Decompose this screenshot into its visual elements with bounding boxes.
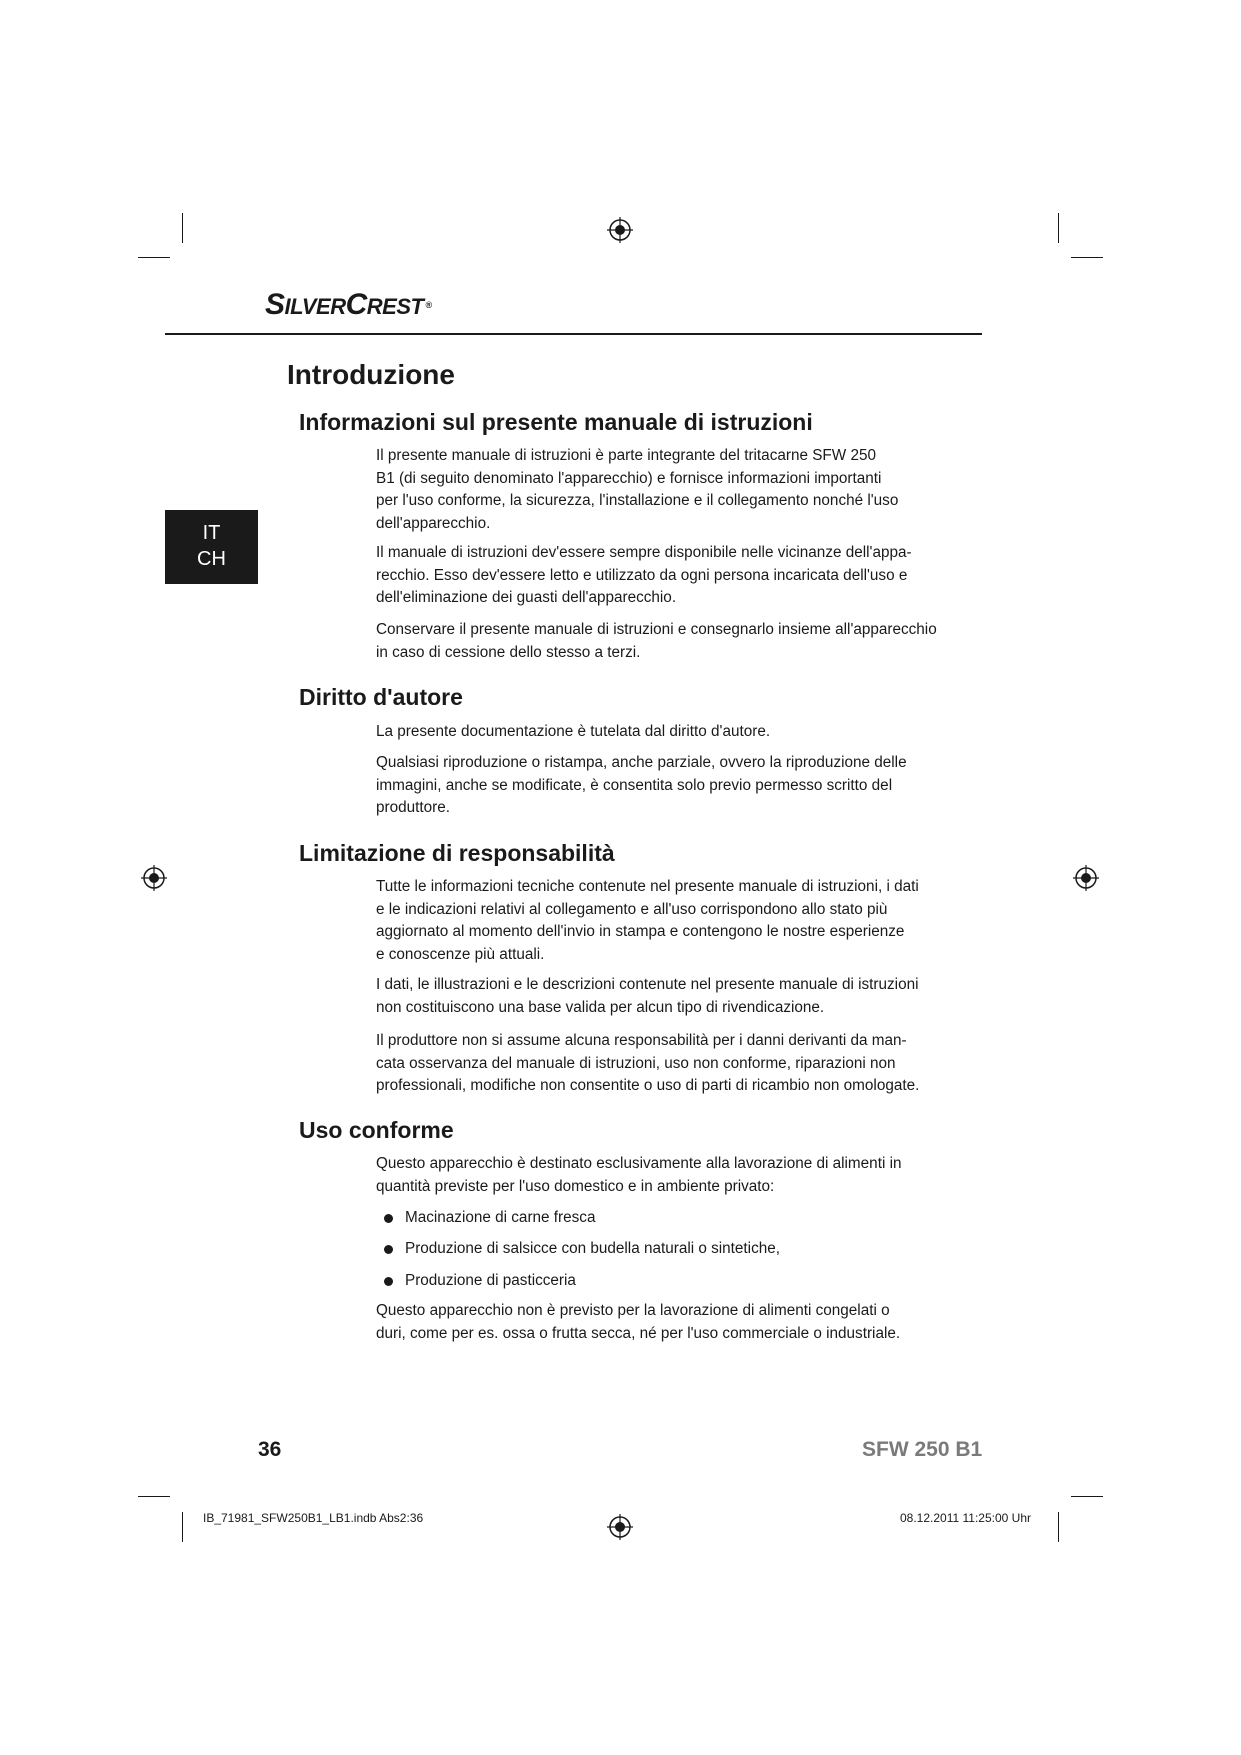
crop-mark-bottom-left-h [138,1496,170,1497]
registration-mark-icon [607,1514,633,1540]
crop-mark-top-left-h [138,257,170,258]
section-heading: Informazioni sul presente manuale di istruzioni [299,409,813,435]
crop-mark-bottom-left-v [182,1512,183,1542]
paragraph: Il presente manuale di istruzioni è parte integrante del tritacarne SFW 250 B1 (di seguito denominato l'apparecchio) e fornisce informazioni importanti per l'uso conforme, la sicurezza, l'installazione e il collegamento nonché l'uso dell'apparecchio. [376,447,899,532]
bullet-icon [384,1245,393,1254]
registration-mark-icon [607,217,633,243]
paragraph: Conservare il presente manuale di istruzioni e consegnarlo insieme all'apparecchio in caso di cessione dello stesso a terzi. [376,621,937,661]
registration-mark-icon [1073,865,1099,891]
paragraph: I dati, le illustrazioni e le descrizioni contenute nel presente manuale di istruzioni non costituiscono una base valida per alcun tipo di rivendicazione. [376,976,919,1016]
paragraph: Questo apparecchio non è previsto per la lavorazione di alimenti congelati o duri, come per es. ossa o frutta secca, né per l'uso commerciale o industriale. [376,1302,901,1342]
header-rule [165,333,982,335]
crop-mark-top-right-v [1058,213,1059,243]
paragraph: Qualsiasi riproduzione o ristampa, anche parziale, ovvero la riproduzione delle immagini, anche se modificate, è consentita solo previo permesso scritto del produttore. [376,754,907,817]
brand-logo: SILVERCREST ® [265,288,432,321]
section-heading: Limitazione di responsabilità [299,840,615,866]
page-title: Introduzione [287,359,455,390]
registration-mark-icon [141,865,167,891]
page-number: 36 [258,1438,282,1461]
paragraph: Il manuale di istruzioni dev'essere sempre disponibile nelle vicinanze dell'appa- recchio. Esso dev'essere letto e utilizzato da ogni persona incaricata dell'uso e dell'eliminazione dei guasti dell'apparecchio. [376,544,912,607]
bullet-icon [384,1214,393,1223]
model-number: SFW 250 B1 [862,1438,983,1461]
language-tab [165,510,258,584]
section-heading: Diritto d'autore [299,684,463,710]
print-slug-file: IB_71981_SFW250B1_LB1.indb Abs2:36 [203,1511,424,1525]
paragraph: Il produttore non si assume alcuna responsabilità per i danni derivanti da man- cata osservanza del manuale di istruzioni, uso non conforme, riparazioni non professionali, modifiche non consentite o uso di parti di ricambio non omologate. [376,1032,920,1095]
print-slug-date: 08.12.2011 11:25:00 Uhr [900,1511,1031,1525]
paragraph: Tutte le informazioni tecniche contenute nel presente manuale di istruzioni, i dati e le indicazioni relativi al collegamento e all'uso corrispondono allo stato più aggiornato al momento dell'invio in stampa e contengono le nostre esperienze e conoscenze più attuali. [376,878,919,963]
paragraph: Questo apparecchio è destinato esclusivamente alla lavorazione di alimenti in quantità previste per l'uso domestico e in ambiente privato: [376,1155,902,1195]
crop-mark-bottom-right-v [1058,1512,1059,1542]
crop-mark-bottom-right-h [1071,1496,1103,1497]
crop-mark-top-left-v [182,213,183,243]
section-heading: Uso conforme [299,1117,454,1143]
paragraph: La presente documentazione è tutelata dal diritto d'autore. [376,723,771,740]
country-code: CH [197,548,226,570]
crop-mark-top-right-h [1071,257,1103,258]
bullet-icon [384,1277,393,1286]
language-code: IT [202,522,221,544]
